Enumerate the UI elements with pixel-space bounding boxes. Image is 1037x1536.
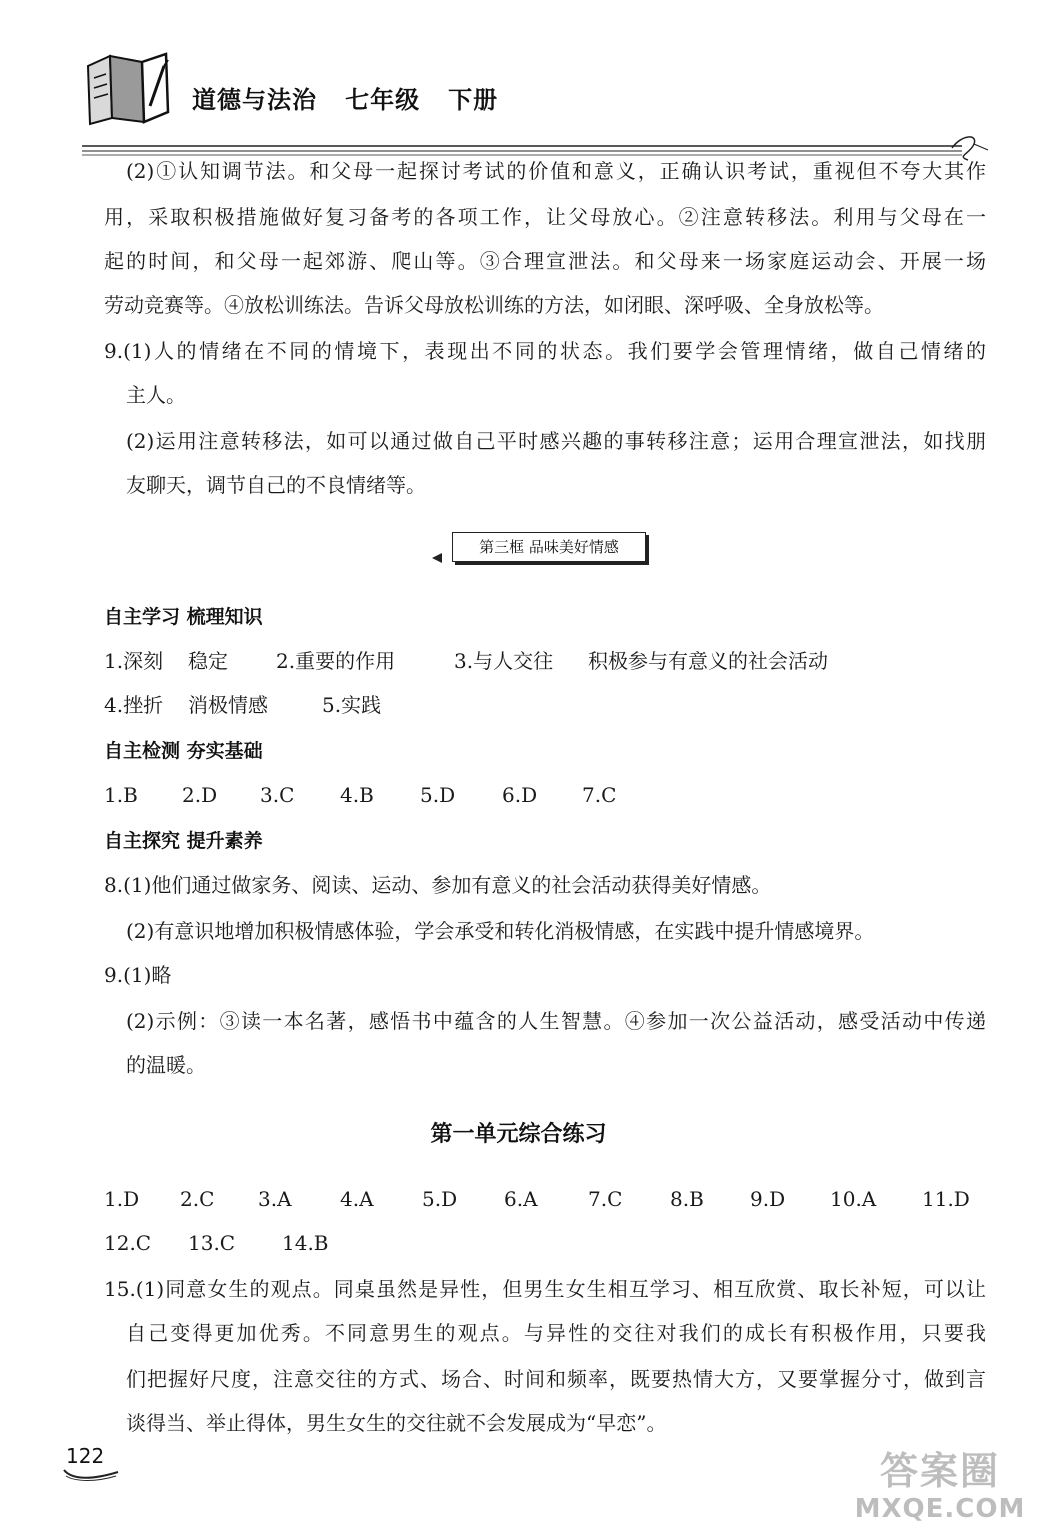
unit-review-title: 第一单元综合练习 xyxy=(430,1121,607,1147)
answer-item: 7.C xyxy=(582,783,617,807)
answer-item: 2.重要的作用 xyxy=(276,649,396,673)
text-line: 9.(1)人的情绪在不同的情境下，表现出不同的状态。我们要学会管理情绪，做自己情绪的 xyxy=(104,339,986,363)
book-title: 道德与法治 七年级 下册 xyxy=(192,86,499,114)
answer-item: 3.C xyxy=(260,783,295,807)
answer-item: 9.D xyxy=(750,1187,786,1211)
text-line: 用，采取积极措施做好复习备考的各项工作，让父母放心。②注意转移法。利用与父母在一 xyxy=(104,205,986,229)
text-line: 9.(1)略 xyxy=(104,963,172,987)
page-number: 122 xyxy=(66,1444,105,1468)
page-header xyxy=(0,0,1037,160)
watermark-text: 答案圈 xyxy=(879,1449,1000,1493)
book-logo-icon xyxy=(80,48,180,128)
text-line: (2)运用注意转移法，如可以通过做自己平时感兴趣的事转移注意；运用合理宣泄法，如找朋 xyxy=(126,429,986,453)
answer-item: 4.A xyxy=(340,1187,374,1211)
text-line: 劳动竞赛等。④放松训练法。告诉父母放松训练的方法，如闭眼、深呼吸、全身放松等。 xyxy=(104,293,884,317)
heading-self-study: 自主学习 梳理知识 xyxy=(104,606,263,628)
watermark-url: MXQE.COM xyxy=(854,1494,1026,1524)
answer-item: 5.实践 xyxy=(322,693,382,717)
arrow-left-icon xyxy=(432,553,442,563)
text-line: 自己变得更加优秀。不同意男生的观点。与异性的交往对我们的成长有积极作用，只要我 xyxy=(126,1321,986,1345)
text-line: 友聊天，调节自己的不良情绪等。 xyxy=(126,473,426,497)
answer-item: 11.D xyxy=(922,1187,970,1211)
text-line: (2)①认知调节法。和父母一起探讨考试的价值和意义，正确认识考试，重视但不夸大其作 xyxy=(126,159,986,183)
text-line: 们把握好尺度，注意交往的方式、场合、时间和频率，既要热情大方，又要掌握分寸，做到言 xyxy=(126,1367,986,1391)
answer-item: 稳定 xyxy=(188,649,228,673)
answer-item: 10.A xyxy=(830,1187,877,1211)
text-line: 的温暖。 xyxy=(126,1053,206,1077)
text-line: (2)示例：③读一本名著，感悟书中蕴含的人生智慧。④参加一次公益活动，感受活动中传递 xyxy=(126,1009,986,1033)
answer-item: 2.D xyxy=(182,783,218,807)
text-line: 8.(1)他们通过做家务、阅读、运动、参加有意义的社会活动获得美好情感。 xyxy=(104,873,772,897)
answer-item: 4.挫折 xyxy=(104,693,164,717)
text-line: 15.(1)同意女生的观点。同桌虽然是异性，但男生女生相互学习、相互欣赏、取长补短，可以让 xyxy=(104,1277,986,1301)
answer-item: 4.B xyxy=(340,783,374,807)
answer-item: 5.D xyxy=(422,1187,458,1211)
answer-item: 7.C xyxy=(588,1187,623,1211)
answer-item: 12.C xyxy=(104,1231,152,1255)
text-line: (2)有意识地增加积极情感体验，学会承受和转化消极情感，在实践中提升情感境界。 xyxy=(126,919,875,943)
answer-item: 6.D xyxy=(502,783,538,807)
answer-item: 1.B xyxy=(104,783,138,807)
answer-item: 3.与人交往 xyxy=(454,649,554,673)
heading-self-explore: 自主探究 提升素养 xyxy=(104,830,263,852)
answer-item: 积极参与有意义的社会活动 xyxy=(588,649,828,673)
answer-item: 8.B xyxy=(670,1187,704,1211)
frame-label-text: 第三框 品味美好情感 xyxy=(452,532,646,562)
page-curl-icon xyxy=(62,1466,122,1482)
answer-item: 消极情感 xyxy=(188,693,268,717)
answer-item: 1.D xyxy=(104,1187,140,1211)
text-line: 主人。 xyxy=(126,383,186,407)
answer-item: 13.C xyxy=(188,1231,236,1255)
watermark xyxy=(850,1438,1030,1530)
answer-item: 14.B xyxy=(282,1231,329,1255)
answer-item: 6.A xyxy=(504,1187,538,1211)
answer-item: 2.C xyxy=(180,1187,215,1211)
text-line: 起的时间，和父母一起郊游、爬山等。③合理宣泄法。和父母来一场家庭运动会、开展一场 xyxy=(104,249,986,273)
answer-item: 1.深刻 xyxy=(104,649,164,673)
answer-item: 3.A xyxy=(258,1187,292,1211)
section-frame-label xyxy=(432,528,652,568)
answer-item: 5.D xyxy=(420,783,456,807)
text-line: 谈得当、举止得体，男生女生的交往就不会发展成为“早恋”。 xyxy=(126,1411,667,1435)
heading-self-test: 自主检测 夯实基础 xyxy=(104,740,263,762)
